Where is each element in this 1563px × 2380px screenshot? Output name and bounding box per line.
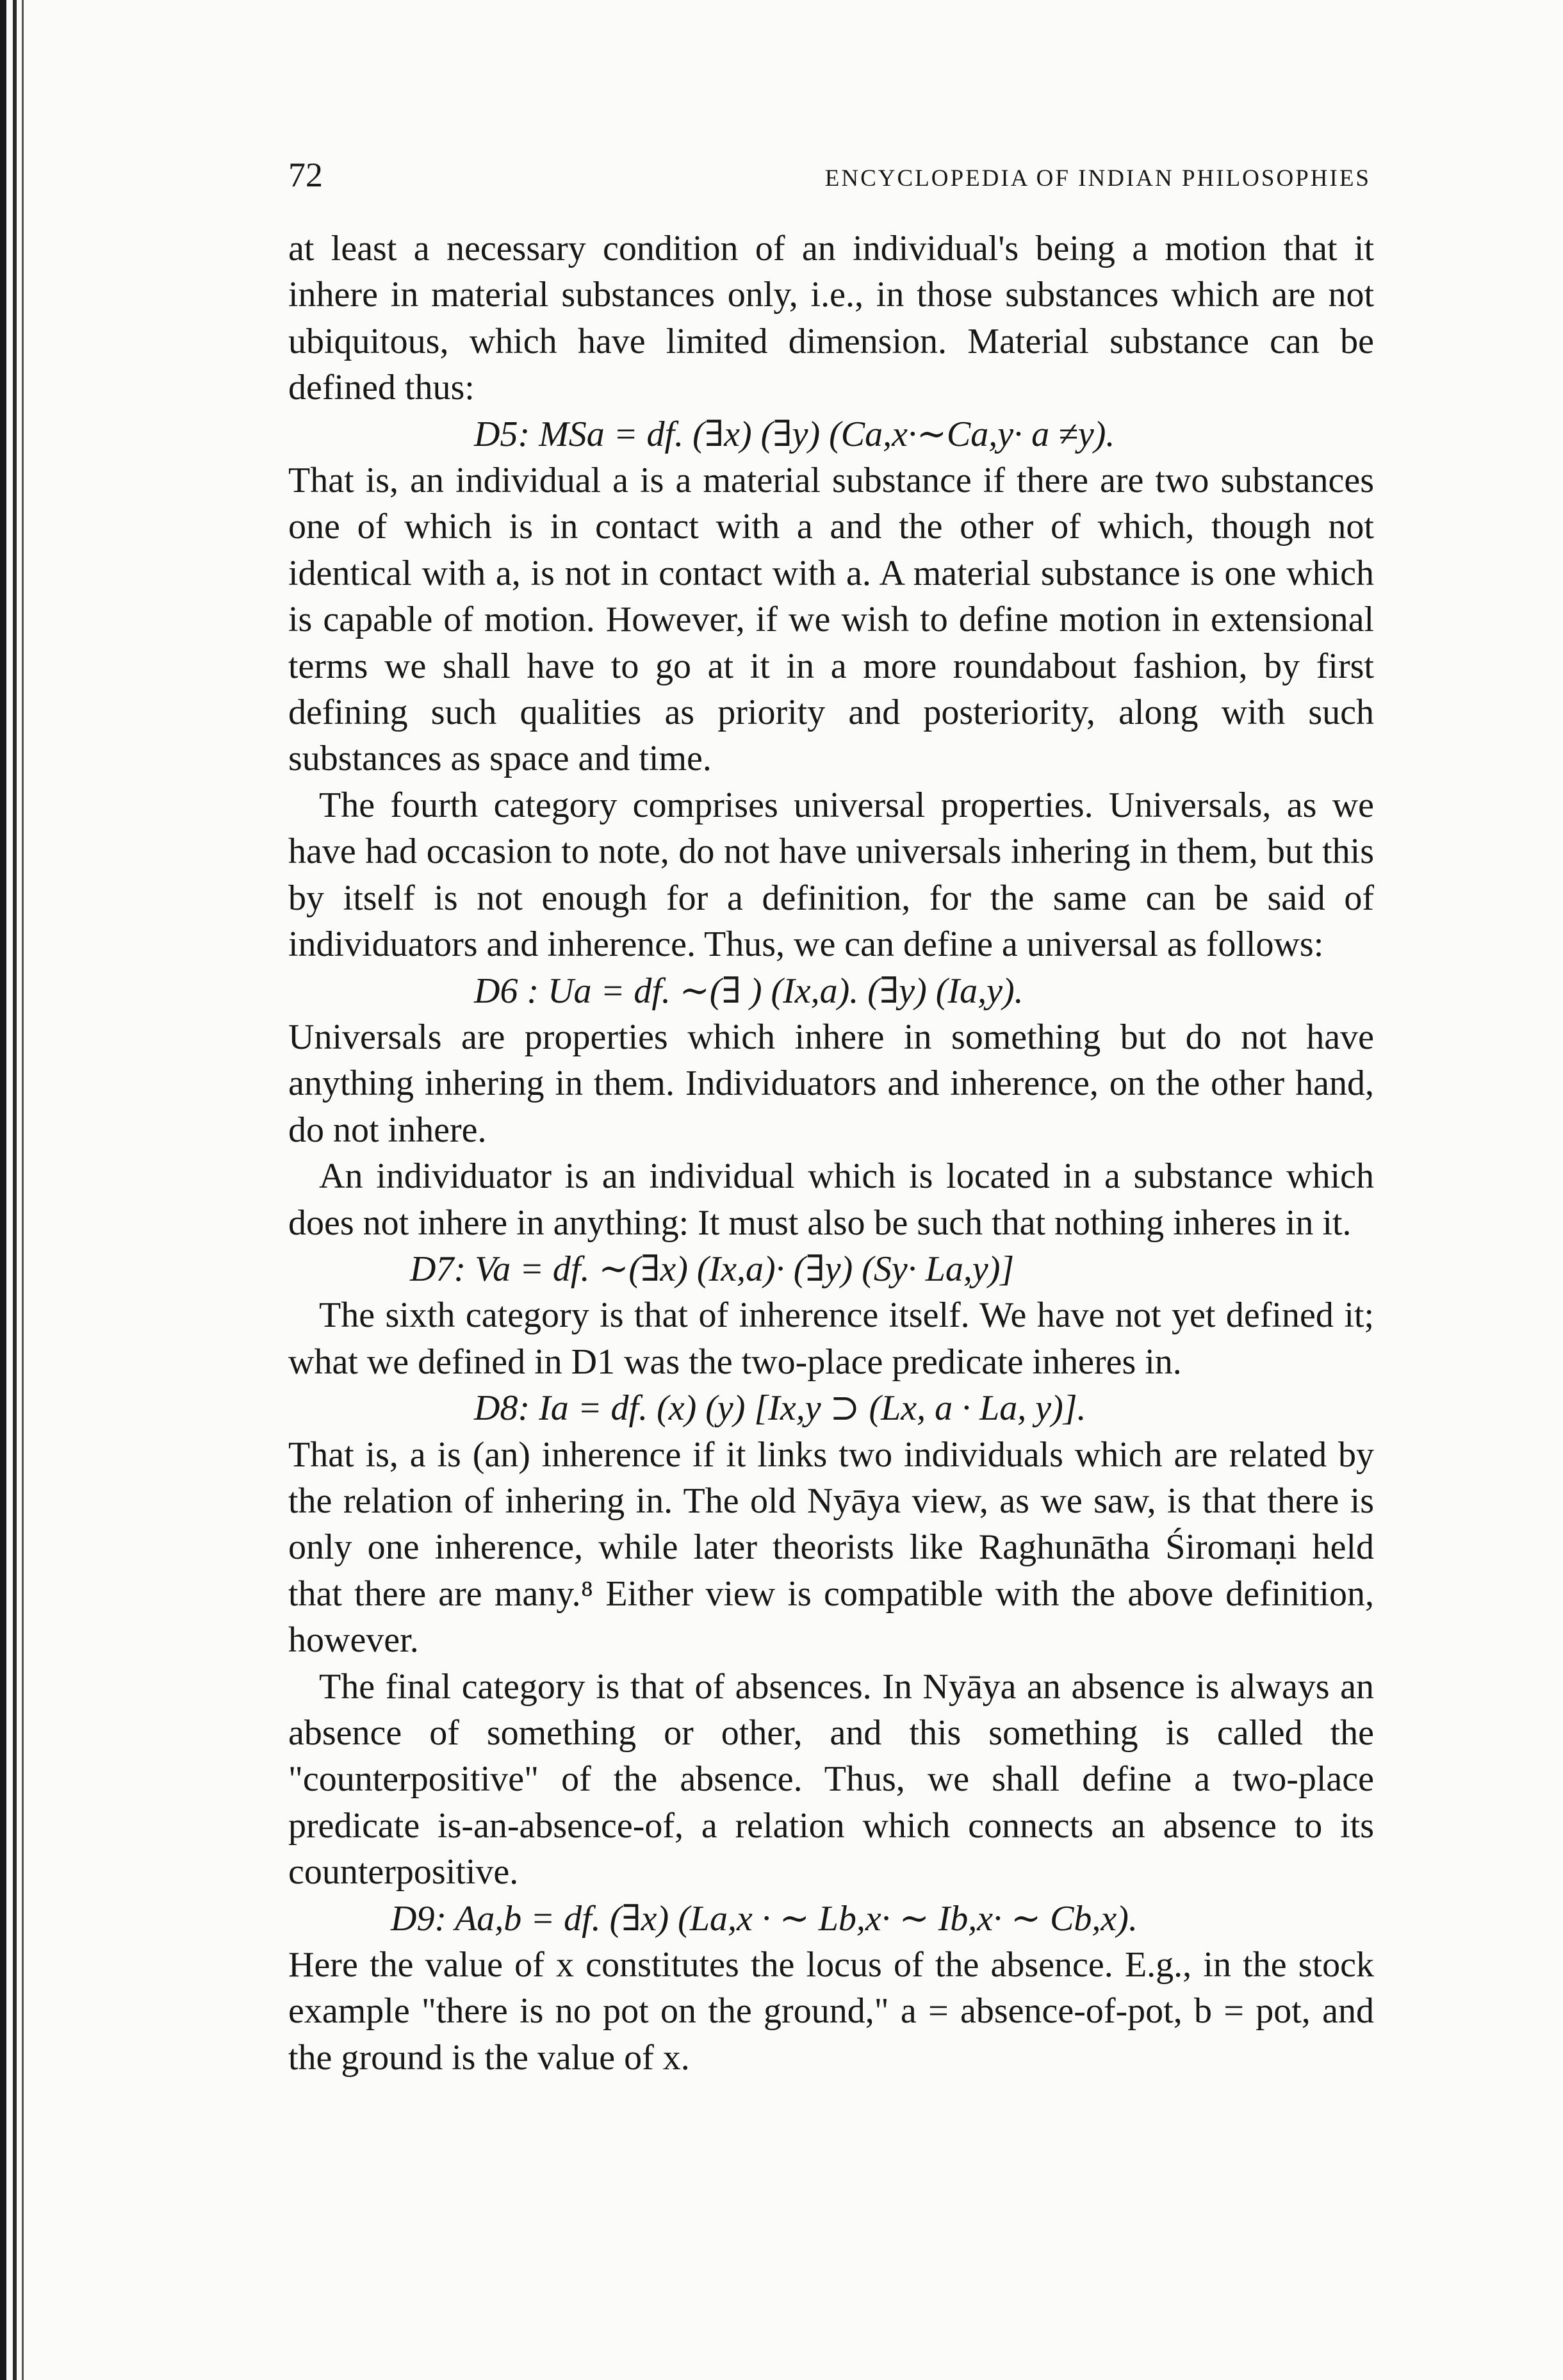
definition-d7: D7: Va = df. ∼(∃x) (Ix,a)· (∃y) (Sy· La,y)] <box>410 1249 1015 1289</box>
book-spine-edge-shadow <box>22 0 24 2380</box>
paragraph-inherence-explained: That is, a is (an) inherence if it links two individuals which are related by the relation of inhering in. The old Nyāya view, as we saw, is that there is only one inherence, while later theorists like Raghunātha Śiromaṇi held that there are many.⁸ Either view is compatible with the above definition, however. <box>288 1434 1374 1661</box>
book-spine-edge <box>0 0 6 2380</box>
definition-d9: D9: Aa,b = df. (∃x) (La,x · ∼ Lb,x· ∼ Ib,x· ∼ Cb,x). <box>391 1898 1138 1939</box>
definition-d8: D8: Ia = df. (x) (y) [Ix,y ⊃ (Lx, a · La, y)]. <box>474 1388 1086 1429</box>
running-head: ENCYCLOPEDIA OF INDIAN PHILOSOPHIES <box>824 165 1371 192</box>
paragraph-material-substance-explained: That is, an individual a is a material substance if there are two substances one of which is in contact with a and the other of which, though not identical with a, is not in contact with a. A material substance is one which is capable of motion. However, if we wish to define motion in extensional terms we shall have to go at it in a more roundabout fashion, by first defining such qualities as priority and posteriority, along with such substances as space and time. <box>288 461 1374 779</box>
book-spine-edge-inner <box>13 0 17 2380</box>
page-body <box>288 226 1374 2081</box>
paragraph-universals-explained: Universals are properties which inhere in something but do not have anything inhering in them. Individuators and inherence, on the other hand, do not inhere. <box>288 1017 1374 1150</box>
page-number: 72 <box>288 156 323 194</box>
paragraph-absence-example: Here the value of x constitutes the locus of the absence. E.g., in the stock example "there is no pot on the ground," a = absence-of-pot, b = pot, and the ground is the value of x. <box>288 1945 1374 2078</box>
page-header <box>288 152 1371 197</box>
definition-d6: D6 : Ua = df. ∼(∃ ) (Ix,a). (∃y) (Ia,y). <box>474 971 1024 1011</box>
paragraph-material-substance: at least a necessary condition of an individual's being a motion that it inhere in material substances only, i.e., in those substances which are not ubiquitous, which have limited dimension. Material substance can be defined thus: <box>288 229 1374 408</box>
paragraph-universals: The fourth category comprises universal properties. Universals, as we have had occasion to note, do not have universals inhering in them, but this by itself is not enough for a definition, for the same can be said of individuators and inherence. Thus, we can define a universal as follows: <box>288 785 1374 965</box>
paragraph-inherence: The sixth category is that of inherence itself. We have not yet defined it; what we defined in D1 was the two-place predicate inheres in. <box>288 1295 1374 1382</box>
paragraph-individuator: An individuator is an individual which is located in a substance which does not inhere in anything: It must also be such that nothing inheres in it. <box>288 1156 1374 1243</box>
definition-d5: D5: MSa = df. (∃x) (∃y) (Ca,x·∼Ca,y· a ≠y). <box>474 414 1115 454</box>
paragraph-absences: The final category is that of absences. In Nyāya an absence is always an absence of something or other, and this something is called the "counterpositive" of the absence. Thus, we shall define a two-place predicate is-an-absence-of, a relation which connects an absence to its counterpositive. <box>288 1666 1374 1892</box>
